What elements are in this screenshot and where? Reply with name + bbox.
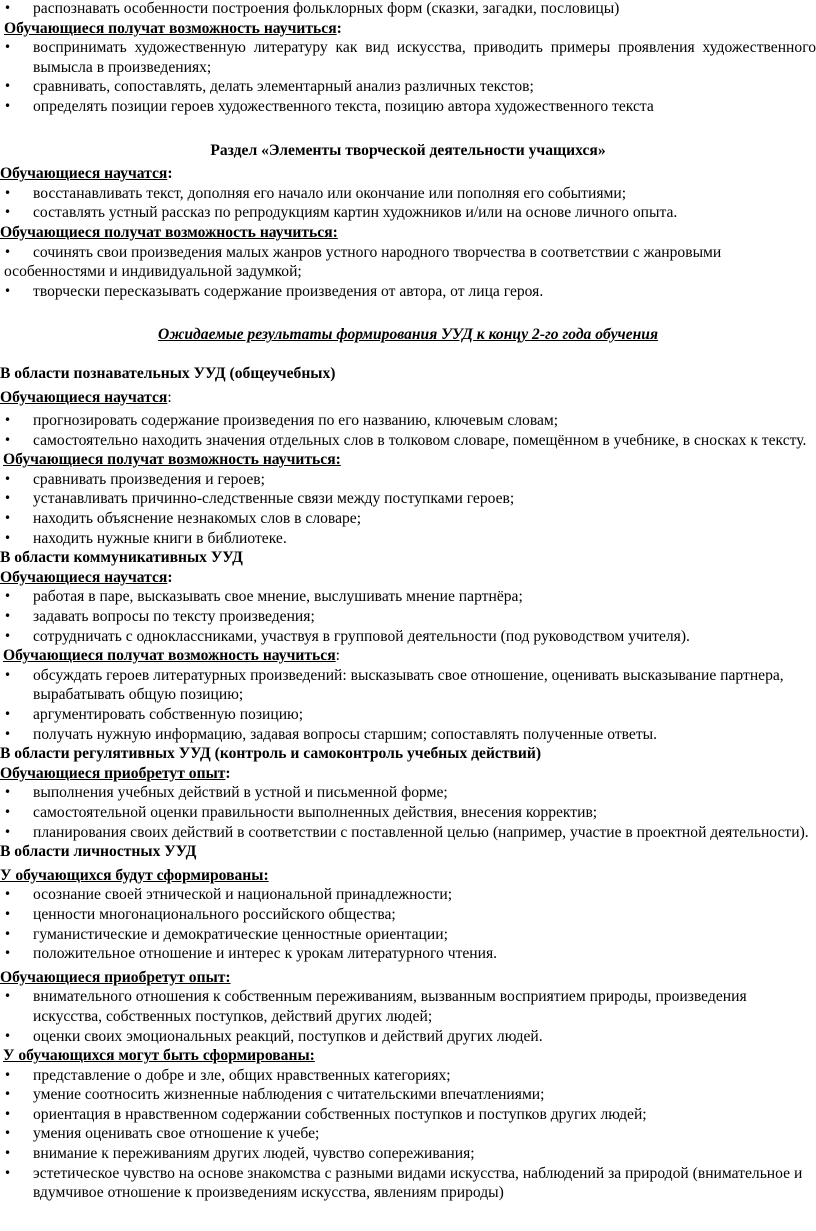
bullet-icon: • — [4, 589, 12, 604]
bullet-icon: • — [4, 491, 12, 506]
bullet-icon: • — [4, 989, 12, 1004]
bullet-icon: • — [4, 609, 12, 624]
bullet-icon: • — [4, 244, 12, 259]
list-item: • положительное отношение и интерес к урокам литературного чтения. — [4, 945, 498, 963]
list-item: • сотрудничать с одноклассниками, участвуя в групповой деятельности (под руководством учителя). — [4, 627, 690, 645]
bullet-icon: • — [4, 1028, 12, 1043]
bullet-icon: • — [4, 471, 12, 486]
bullet-icon: • — [4, 1146, 12, 1161]
subheading: Обучающиеся научатся: — [0, 165, 173, 183]
bullet-icon: • — [4, 432, 12, 447]
list-item: • сравнивать, сопоставлять, делать элементарный анализ различных текстов; — [4, 78, 534, 96]
bullet-icon: • — [4, 1067, 12, 1082]
subheading: У обучающихся будут сформированы: — [0, 866, 269, 884]
subheading: Обучающиеся приобретут опыт: — [0, 968, 231, 986]
list-item: • внимание к переживаниям других людей, чувство сопереживания; — [4, 1145, 475, 1163]
bullet-icon: • — [4, 1165, 12, 1180]
bullet-icon: • — [4, 906, 12, 921]
section-title: Раздел «Элементы творческой деятельности учащихся» — [210, 141, 606, 159]
area-heading: В области познавательных УУД (общеучебных) — [0, 364, 336, 382]
list-item: • ценности многонационального российского общества; — [4, 905, 396, 923]
bullet-icon: • — [4, 726, 12, 741]
list-item: • эстетическое чувство на основе знакомства с разными видами искусства, наблюдений за природой (внимательное и вдумчивое отношение к произведениям искусства, явлениям природы) — [4, 1164, 803, 1202]
bullet-icon: • — [4, 1106, 12, 1121]
subheading: У обучающихся могут быть сформированы: — [3, 1047, 315, 1065]
bullet-icon: • — [4, 530, 12, 545]
list-item: • аргументировать собственную позицию; — [4, 706, 304, 723]
list-item-continuation: особенностями и индивидуальной задумкой; — [4, 263, 302, 281]
subheading: Обучающиеся научатся: — [0, 388, 172, 406]
list-item: • сочинять свои произведения малых жанров устного народного творчества в соответствии с жанровыми — [4, 243, 722, 261]
bullet-icon: • — [4, 1126, 12, 1141]
list-item: • работая в паре, высказывать свое мнение, выслушивать мнение партнёра; — [4, 588, 523, 606]
subheading: Обучающиеся научатся: — [0, 568, 173, 586]
area-heading: В области регулятивных УУД (контроль и самоконтроль учебных действий) — [0, 745, 542, 763]
bullet-icon: • — [4, 887, 12, 902]
list-item: • осознание своей этнической и национальной принадлежности; — [4, 886, 453, 904]
list-item: • задавать вопросы по тексту произведения; — [4, 608, 315, 626]
list-item: • умения оценивать свое отношение к учебе; — [4, 1125, 320, 1143]
list-item: • самостоятельной оценки правильности выполненных действия, внесения корректив; — [4, 803, 598, 821]
subheading: Обучающиеся получат возможность научиться: — [3, 451, 341, 469]
bullet-icon: • — [4, 283, 12, 298]
list-item: • находить объяснение незнакомых слов в словаре; — [4, 510, 362, 528]
list-item: • получать нужную информацию, задавая вопросы старшим; сопоставлять полученные ответы. — [4, 725, 658, 743]
list-item: • выполнения учебных действий в устной и письменной форме; — [4, 784, 448, 802]
list-item: • гуманистические и демократические ценностные ориентации; — [4, 925, 448, 943]
list-item: • составлять устный рассказ по репродукциям картин художников и/или на основе личного опыта. — [4, 204, 678, 222]
list-item: • ориентация в нравственном содержании собственных поступков и поступков других людей; — [4, 1105, 647, 1123]
subheading: Обучающиеся получат возможность научиться: — [4, 19, 342, 37]
bullet-icon: • — [4, 413, 12, 428]
list-item: • устанавливать причинно-следственные связи между поступками героев; — [4, 490, 515, 508]
bullet-icon: • — [4, 707, 12, 721]
bullet-icon: • — [4, 667, 12, 682]
subheading: Обучающиеся приобретут опыт: — [0, 764, 231, 782]
bullet-icon: • — [4, 1, 12, 15]
list-item: • сравнивать произведения и героев; — [4, 470, 265, 488]
bullet-icon: • — [4, 98, 12, 113]
list-item: • самостоятельно находить значения отдельных слов в толковом словаре, помещённом в учебнике, в сносках к тексту. — [4, 431, 807, 449]
list-item: • прогнозировать содержание произведения по его названию, ключевым словам; — [4, 412, 559, 430]
bullet-icon: • — [4, 79, 12, 94]
bullet-icon: • — [4, 1087, 12, 1102]
list-item: • внимательного отношения к собственным переживаниям, вызванным восприятием природы, произведения искусства, собственных поступков, действий других людей; — [4, 988, 747, 1025]
bullet-icon: • — [4, 40, 12, 55]
bullet-icon: • — [4, 185, 12, 200]
list-item: • планирования своих действий в соответствии с поставленной целью (например, участие в проектной деятельности). — [4, 823, 809, 841]
list-item: • оценки своих эмоциональных реакций, поступков и действий других людей. — [4, 1027, 543, 1045]
bullet-icon: • — [4, 926, 12, 941]
bullet-icon: • — [4, 205, 12, 220]
bullet-icon: • — [4, 628, 12, 643]
bullet-icon: • — [4, 511, 12, 526]
list-item: • находить нужные книги в библиотеке. — [4, 529, 287, 547]
bullet-icon: • — [4, 804, 12, 819]
list-item: • воспринимать художественную литературу как вид искусства, приводить примеры проявления художественного вымысла в произведениях; — [4, 39, 816, 76]
list-item: • распознавать особенности построения фольклорных форм (сказки, загадки, пословицы) — [4, 0, 620, 17]
list-item: • определять позиции героев художественного текста, позицию автора художественного текста — [4, 97, 654, 115]
list-item: • восстанавливать текст, дополняя его начало или окончание или пополняя его событиями; — [4, 184, 627, 202]
list-item: • умение соотносить жизненные наблюдения с читательскими впечатлениями; — [4, 1086, 545, 1104]
bullet-icon: • — [4, 785, 12, 800]
bullet-icon: • — [4, 824, 12, 839]
section-title: Ожидаемые результаты формирования УУД к концу 2-го года обучения — [157, 326, 659, 344]
list-item: • представление о добре и зле, общих нравственных категориях; — [4, 1066, 451, 1084]
list-item: • творчески пересказывать содержание произведения от автора, от лица героя. — [4, 282, 544, 300]
area-heading: В области личностных УУД — [0, 843, 197, 861]
subheading: Обучающиеся получат возможность научиться: — [0, 223, 338, 241]
bullet-icon: • — [4, 946, 12, 961]
list-item: • обсуждать героев литературных произведений: высказывать свое отношение, оценивать высказывание партнера, вырабатывать общую позицию; — [4, 666, 784, 704]
area-heading: В области коммуникативных УУД — [0, 549, 243, 567]
subheading: Обучающиеся получат возможность научиться: — [3, 647, 340, 665]
